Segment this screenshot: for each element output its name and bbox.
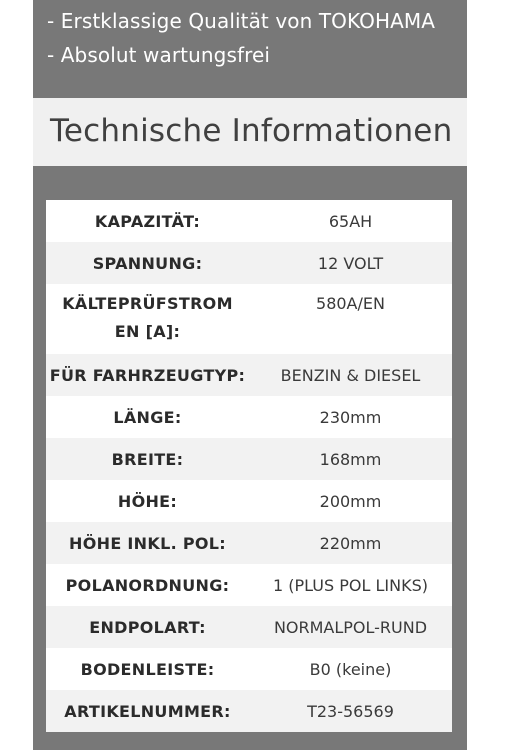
spec-label: FÜR FARHRZEUGTYP: — [46, 354, 249, 396]
table-row — [46, 438, 452, 480]
spec-label: HÖHE INKL. POL: — [46, 522, 249, 564]
spec-label: ENDPOLART: — [46, 606, 249, 648]
spec-value: NORMALPOL-RUND — [249, 606, 452, 648]
spec-value: 65AH — [249, 200, 452, 242]
table-row — [46, 606, 452, 648]
spec-value: BENZIN & DIESEL — [249, 354, 452, 396]
spec-label: LÄNGE: — [46, 396, 249, 438]
spec-label: BODENLEISTE: — [46, 648, 249, 690]
table-row — [46, 522, 452, 564]
spec-label: ARTIKELNUMMER: — [46, 690, 249, 732]
spec-label: KÄLTEPRÜFSTROM EN [A]: — [46, 284, 249, 354]
table-row — [46, 284, 452, 354]
spec-label: KAPAZITÄT: — [46, 200, 249, 242]
spec-value: 1 (PLUS POL LINKS) — [249, 564, 452, 606]
spec-value: 168mm — [249, 438, 452, 480]
spec-value: 12 VOLT — [249, 242, 452, 284]
spec-label: POLANORDNUNG: — [46, 564, 249, 606]
spec-label: BREITE: — [46, 438, 249, 480]
spec-label: SPANNUNG: — [46, 242, 249, 284]
table-row — [46, 242, 452, 284]
spec-value: 220mm — [249, 522, 452, 564]
spec-value: 200mm — [249, 480, 452, 522]
table-row — [46, 200, 452, 242]
table-row — [46, 690, 452, 732]
table-row — [46, 354, 452, 396]
feature-list — [47, 4, 457, 72]
spec-label: HÖHE: — [46, 480, 249, 522]
spec-value: 230mm — [249, 396, 452, 438]
section-header — [33, 98, 467, 166]
spec-value: B0 (keine) — [249, 648, 452, 690]
table-row — [46, 480, 452, 522]
table-row — [46, 396, 452, 438]
table-row — [46, 648, 452, 690]
spec-value: T23-56569 — [249, 690, 452, 732]
feature-item: - Absolut wartungsfrei — [47, 43, 271, 67]
table-row — [46, 564, 452, 606]
spec-value: 580A/EN — [249, 284, 452, 354]
technical-specs-table — [46, 200, 452, 732]
feature-item: - Erstklassige Qualität von TOKOHAMA — [47, 9, 436, 33]
section-title: Technische Informationen — [50, 113, 453, 149]
